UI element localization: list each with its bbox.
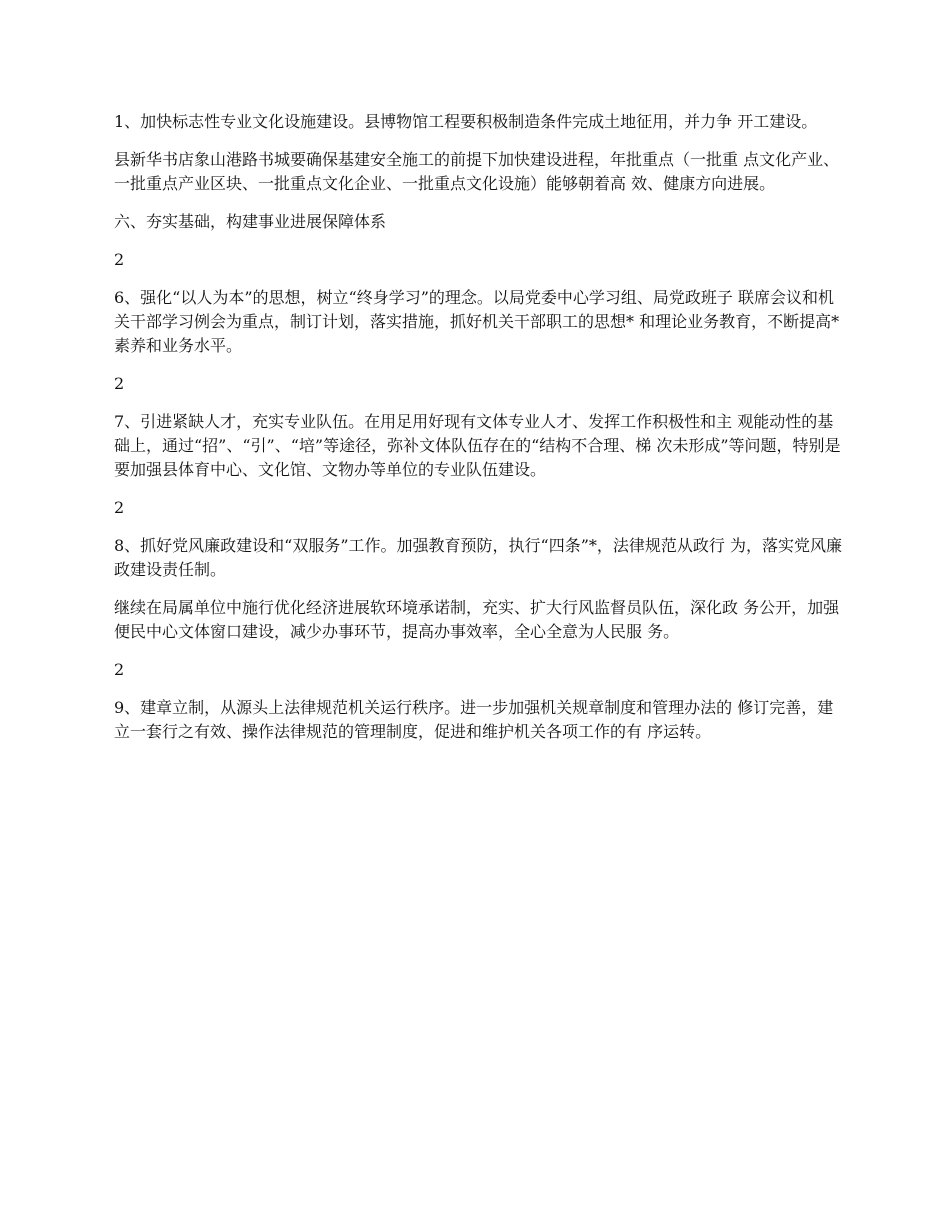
page-marker: [114, 248, 842, 272]
paragraph-line: 点文化产业、一批重点产业区块、一批重点文化企业、一批重点文化设施）能够朝着高: [114, 150, 840, 193]
paragraph-8: [114, 534, 842, 582]
paragraph-line: 开工建设。: [737, 112, 818, 131]
marker-text: 2: [114, 374, 125, 393]
paragraph-line: 为，落实党风廉政建设责任制。: [114, 536, 843, 579]
paragraph-6: [114, 286, 842, 358]
paragraph-line: 8、抓好党风廉政建设和“双服务”工作。加强教育预防，执行“四条”*，法律规范从政行: [114, 536, 725, 555]
paragraph-line: 务公开，加强便民中心文体窗口建设，减少办事环节，提高办事效率，全心全意为人民服: [114, 598, 840, 641]
heading-line: 六、夯实基础，构建事业进展保障体系: [114, 212, 387, 231]
paragraph-1: [114, 110, 842, 134]
paragraph-8-continued: [114, 596, 842, 644]
document-body: [114, 110, 842, 758]
page-marker: [114, 658, 842, 682]
paragraph-7: [114, 410, 842, 482]
paragraph-line: 联席会议和机关干部学习例会为重点，制订计划，落实措施，抓好机关干部职工的思想*: [114, 288, 835, 331]
paragraph-line: 务。: [647, 622, 680, 641]
marker-text: 2: [114, 498, 125, 517]
paragraph-2: [114, 148, 842, 196]
paragraph-line: 观能动性的基础上，通过“招”、“引”、“培”等途径，弥补文体队伍存在的“结构不合理、梯: [114, 412, 834, 455]
page-marker: [114, 372, 842, 396]
paragraph-line: 6、强化“以人为本”的思想，树立“终身学习”的理念。以局党委中心学习组、局党政班子: [114, 288, 733, 307]
paragraph-line: 修订完善，建立一套行之有效、操作法律规范的管理制度，促进和维护机关各项工作的有: [114, 698, 834, 741]
paragraph-line: 1、加快标志性专业文化设施建设。县博物馆工程要积极制造条件完成土地征用，并力争: [114, 112, 733, 131]
paragraph-line: 次未形成”等问题，特别是要加强县体育中心、文化馆、文物办等单位的专业队伍建设。: [114, 436, 841, 479]
page-marker: [114, 496, 842, 520]
paragraph-line: 继续在局属单位中施行优化经济进展软环境承诺制，充实、扩大行风监督员队伍，深化政: [114, 598, 739, 617]
paragraph-line: 序运转。: [647, 722, 712, 741]
paragraph-line: 9、建章立制，从源头上法律规范机关运行秩序。进一步加强机关规章制度和管理办法的: [114, 698, 733, 717]
section-heading: [114, 210, 842, 234]
paragraph-9: [114, 696, 842, 744]
marker-text: 2: [114, 660, 125, 679]
paragraph-line: 县新华书店象山港路书城要确保基建安全施工的前提下加快建设进程，年批重点（一批重: [114, 150, 739, 169]
marker-text: 2: [114, 250, 125, 269]
paragraph-line: 和理论业务教育，不断提高*素养和业务水平。: [114, 312, 840, 355]
paragraph-line: 效、健康方向进展。: [631, 174, 776, 193]
paragraph-line: 7、引进紧缺人才，充实专业队伍。在用足用好现有文体专业人才、发挥工作积极性和主: [114, 412, 733, 431]
